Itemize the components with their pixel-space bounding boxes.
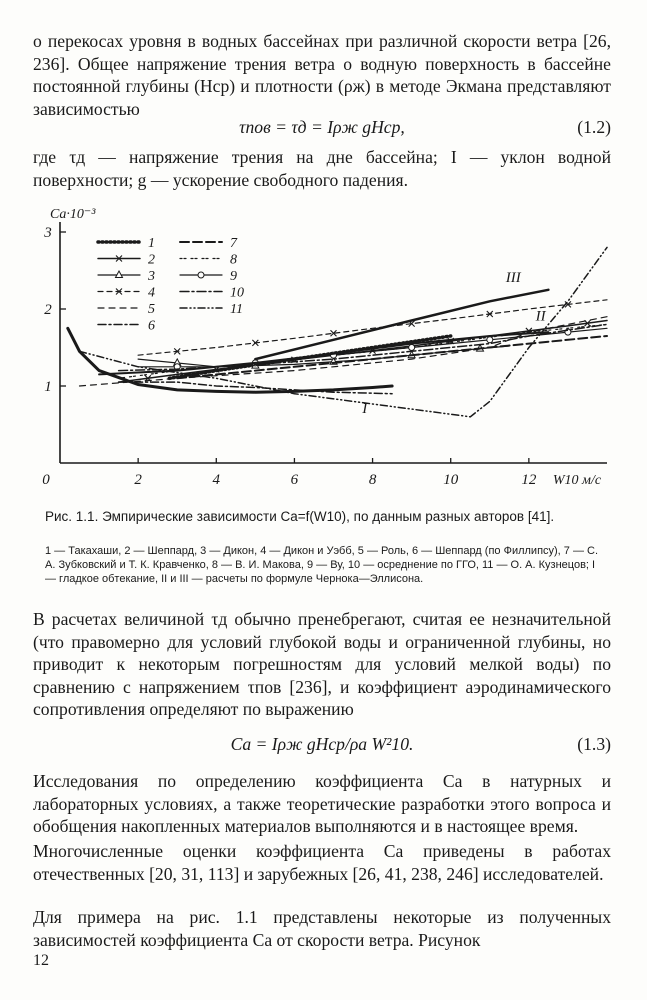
legend-label-4: 4 <box>148 285 155 301</box>
legend-label-1: 1 <box>148 236 155 251</box>
series-marker-9 <box>487 337 493 343</box>
text-paragraph-estimates: Многочисленные оценки коэффициента Ca приведены в работах отечественных [20, 31, 113] и зарубежных [26, 41, 238, 246] исследователей. <box>33 841 611 884</box>
figure-1-1-chart <box>0 190 647 500</box>
x-tick-label: 12 <box>521 472 537 488</box>
y-tick-label: 1 <box>44 379 52 395</box>
figure-caption-legend: 1 — Такахаши, 2 — Шеппард, 3 — Дикон, 4 — Дикон и Уэбб, 5 — Роль, 6 — Шеппард (по Филлипсу), 7 — С. А. Зубковский и Т. К. Кравченко, 8 — В. И. Макова, 9 — Ву, 10 — осреднение по ГГО, 11 — О. А. Кузнецов; I — гладкое обтекание, II и III — расчеты по формуле Чернока—Эллисона. <box>45 545 599 585</box>
page-number: 12 <box>33 952 49 969</box>
equation-body: Ca = Iρж gHср/ρa W²10. <box>230 734 414 754</box>
text-paragraph-intro: о перекосах уровня в водных бассейнах при различной скорости ветра [26, 236]. Общее напряжение трения ветра о водную поверхность в бассейне постоянной глубины (Hср) и плотности (ρж) в методе Экмана представляют зависимостью <box>33 31 611 119</box>
equation-body: τпов = τд = Iρж gHср, <box>239 117 405 137</box>
legend-marker-9 <box>198 272 204 278</box>
legend-label-2: 2 <box>148 252 155 268</box>
equation-number: (1.3) <box>577 734 611 754</box>
y-tick-label: 3 <box>44 225 52 241</box>
y-tick-label: 2 <box>44 302 52 318</box>
x-tick-label: 2 <box>134 472 142 488</box>
curve-label-III: III <box>505 270 521 287</box>
legend-label-6: 6 <box>148 318 155 334</box>
legend-label-9: 9 <box>230 269 237 284</box>
figure-caption-title: Рис. 1.1. Эмпирические зависимости Ca=f(W10), по данным разных авторов [41]. <box>45 509 555 524</box>
x-tick-label: 0 <box>42 472 50 488</box>
legend-label-5: 5 <box>148 302 155 317</box>
text-paragraph-example: Для примера на рис. 1.1 представлены некоторые из полученных зависимостей коэффициента Ca от скорости ветра. Рисунок <box>33 907 611 950</box>
x-tick-label: 4 <box>212 472 221 488</box>
y-axis-label: Ca·10⁻³ <box>50 207 96 222</box>
series-marker-9 <box>409 345 415 351</box>
equation-1-2 <box>33 117 611 141</box>
equation-number: (1.2) <box>577 117 611 137</box>
series-line-7 <box>177 336 607 378</box>
x-axis-label: W10 м/с <box>552 473 602 488</box>
legend-label-3: 3 <box>148 269 155 284</box>
text-paragraph-research: Исследования по определению коэффициента Ca в натурных и лабораторных условиях, а также теоретические разработки этого вопроса и обобщения накопленных материалов выполняются и в настоящее время. <box>33 771 611 836</box>
x-tick-label: 6 <box>290 472 299 488</box>
legend-marker-3 <box>116 271 123 278</box>
curve-label-II: II <box>535 308 546 325</box>
legend-label-10: 10 <box>230 285 244 301</box>
text-paragraph-calculation: В расчетах величиной τд обычно пренебрегают, считая ее незначительной (что правомерно для условий глубокой воды и ограниченной глубины, но приводит к некоторым погрешностям для условий мелкой воды) по сравнению с напряжением τпов [236], и коэффициент аэродинамического сопротивления определяют по выражению <box>33 609 611 719</box>
x-tick-label: 10 <box>443 472 459 488</box>
legend-label-11: 11 <box>230 302 243 317</box>
legend-label-7: 7 <box>230 236 237 251</box>
curve-label-I: I <box>362 400 368 417</box>
text-paragraph-definitions: где τд — напряжение трения на дне бассейна; I — уклон водной поверхности; g — ускорение свободного падения. <box>33 147 611 190</box>
legend-label-8: 8 <box>230 252 237 268</box>
equation-1-3 <box>33 734 611 758</box>
x-tick-label: 8 <box>368 472 377 488</box>
